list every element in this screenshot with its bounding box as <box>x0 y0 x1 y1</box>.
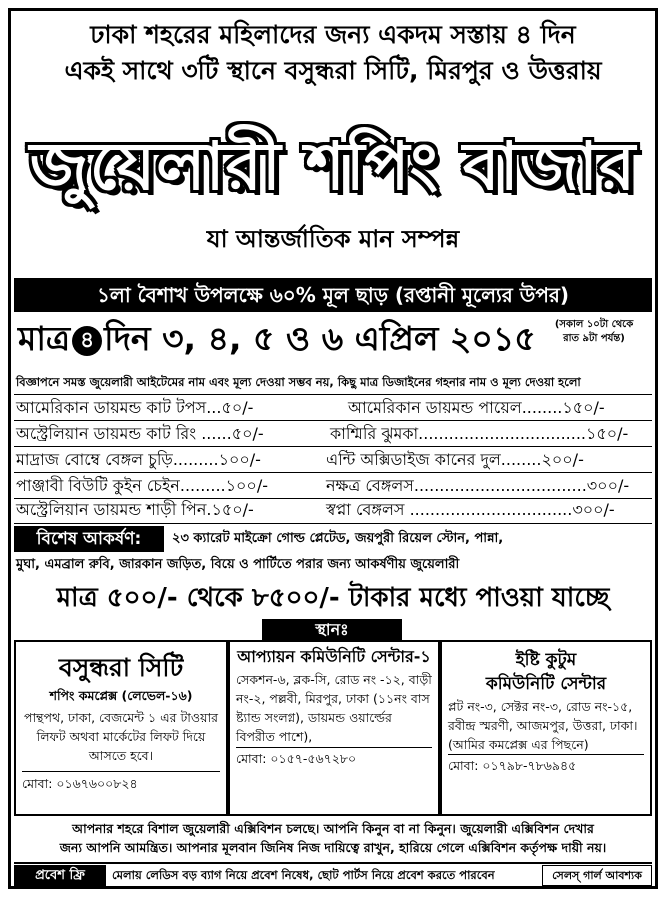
event-dates <box>18 314 536 364</box>
main-title: জুয়েলারী শপিং বাজার <box>29 128 637 205</box>
venue-phone: মোবা: ০১৫৭-৫৬৭২৮০ <box>236 747 432 768</box>
price-item: স্বপ্না বেঙ্গলস ................................৩০০/- <box>326 500 615 519</box>
price-item: এন্টি অক্সিডাইজ কানের দুল........২০০/- <box>326 450 584 469</box>
footer-bar <box>14 862 652 886</box>
dates-suffix: দিন ৩, ৪, ৫ ও ৬ এপ্রিল ২০১৫ <box>104 319 536 358</box>
venue-phone: মোবা: ০১৬৭৬০০৮২৪ <box>22 771 220 793</box>
discount-banner: ১লা বৈশাখ উপলক্ষে ৬০% মূল ছাড় (রপ্তানী মূল্যের উপর) <box>14 278 652 312</box>
exhibition-notice-line-1: আপনার শহরে বিশাল জুয়েলারী এক্সিবিশন চলছে। আপনি কিনুন বা না কিনুন। জুয়েলারী এক্সিবিশন দেখার <box>72 821 594 836</box>
price-item: কাশ্মিরি ঝুমকা.................................১৫০/- <box>330 424 629 443</box>
dates-prefix: মাত্র <box>18 319 71 358</box>
days-count-badge: ৪ <box>72 326 102 356</box>
free-entry-badge: প্রবেশ ফ্রি <box>14 865 106 886</box>
venue-isti-kutum <box>440 640 652 816</box>
price-item: অস্ট্রেলিয়ান ডায়মন্ড শাড়ী পিন.১৫০/- <box>16 500 254 519</box>
row-divider <box>14 472 652 473</box>
venue-address: পান্থপথ, ঢাকা, বেজমেন্ট ১ এর টাওয়ার লিফট অথবা মার্কেটের লিফট দিয়ে আসতে হবে। <box>24 710 218 763</box>
venue-phone: মোবা: ০১৭৯৮-৭৮৬৯৪৫ <box>448 754 644 775</box>
event-hours-line-1: (সকাল ১০টা থেকে <box>554 319 634 330</box>
row-divider <box>14 420 652 421</box>
price-item: পাঞ্জাবী বিউটি কুইন চেইন.........১০০/- <box>16 476 268 495</box>
venue-title: আপ্যায়ন কমিউনিটি সেন্টার-১ <box>237 647 431 666</box>
price-range: মাত্র ৫০০/- থেকে ৮৫০০/- টাকার মধ্যে পাওয়া যাচ্ছে <box>56 583 610 613</box>
event-hours <box>532 318 656 346</box>
sales-girl-wanted: সেলস্ গার্ল আবশ্যক <box>542 865 652 886</box>
bag-notice: মেলায় লেডিস বড় ব্যাগ নিয়ে প্রবেশ নিষেধ, ছোট পার্টস নিয়ে প্রবেশ করতে পারবেন <box>112 868 495 882</box>
price-item: আমেরিকান ডায়মন্ড কাট টপস...৫০/- <box>16 398 254 417</box>
header-line-1: ঢাকা শহরের মহিলাদের জন্য একদম সস্তায় ৪ দিন <box>90 20 576 49</box>
venue-address: সেকশন-৬, ব্লক-সি, রোড নং -১২, বাড়ী নং-২, পল্লবী, মিরপুর, ঢাকা (১১নং বাস ষ্ট্যান্ড সংলগ্ন), ডায়মন্ড ওয়ার্ল্ডের বিপরীত পাশে), <box>236 672 432 744</box>
price-item: মাদ্রাজ বোম্বে বেঙ্গল চুড়ি.........১০০/- <box>16 450 261 469</box>
exhibition-notice <box>14 819 652 857</box>
price-notice: বিজ্ঞাপনে সমস্ত জুয়েলারী আইটেমের নাম এবং মূল্য দেওয়া সম্ভব নয়, কিছু মাত্র ডিজাইনের গহনার নাম ও মূল্য দেওয়া হলো <box>16 375 581 389</box>
price-item: আমেরিকান ডায়মন্ড পায়েল........১৫০/- <box>348 398 605 417</box>
special-attraction-line-2: মুঘা, এমব্রাল রুবি, জারকান জড়িত, বিয়ে ও পার্টিতে পরার জন্য আকর্ষণীয় জুয়েলারী <box>16 557 460 572</box>
exhibition-notice-line-2: জন্য আপনি আমন্ত্রিত। আপনার মূলবান জিনিষ নিজ দায়িত্বে রাখুন, হারিয়ে গেলে এক্সিবিশন কর্তৃপক্ষ দায়ী নয়। <box>59 840 607 855</box>
header-line-2: একই সাথে ৩টি স্থানে বসুন্ধরা সিটি, মিরপুর ও উত্তরায় <box>64 56 602 85</box>
venue-apyayon <box>228 640 440 816</box>
subtitle: যা আন্তর্জাতিক মান সম্পন্ন <box>206 225 460 253</box>
price-item: অস্ট্রেলিয়ান ডায়মন্ড কাট রিং ......৫০/- <box>16 424 264 443</box>
row-divider <box>14 523 652 524</box>
venue-subtitle: কমিউনিটি সেন্টার <box>485 674 607 694</box>
row-divider <box>14 394 652 395</box>
row-divider <box>14 446 652 447</box>
venue-bashundhara <box>14 640 228 816</box>
special-attraction-label: বিশেষ আকর্ষণ: <box>14 526 164 552</box>
special-attraction-line-1: ২৩ ক্যারেট মাইক্রো গোল্ড প্লেটেড, জয়পুরী রিয়েল স্টোন, পান্না, <box>172 531 504 546</box>
event-hours-line-2: রাত ৯টা পর্যন্ত) <box>563 333 625 344</box>
venue-label: স্থানঃ <box>262 619 402 641</box>
venue-title: বসুন্ধরা সিটি <box>58 653 184 682</box>
venue-title: ইষ্টি কুটুম <box>515 650 577 670</box>
venue-address: প্লট নং-৩, সেক্টর নং-৩, রোড নং-১৫, রবীন্দ্র স্মরণী, আজমপুর, উত্তরা, ঢাকা। (আমির কমপ্লেক্স এর পিছনে) <box>448 699 638 752</box>
venue-subtitle: শপিং কমপ্লেক্স (লেভেল-১৬) <box>49 688 193 703</box>
price-item: নক্ষত্র বেঙ্গলস..................................৩০০/- <box>326 476 630 495</box>
